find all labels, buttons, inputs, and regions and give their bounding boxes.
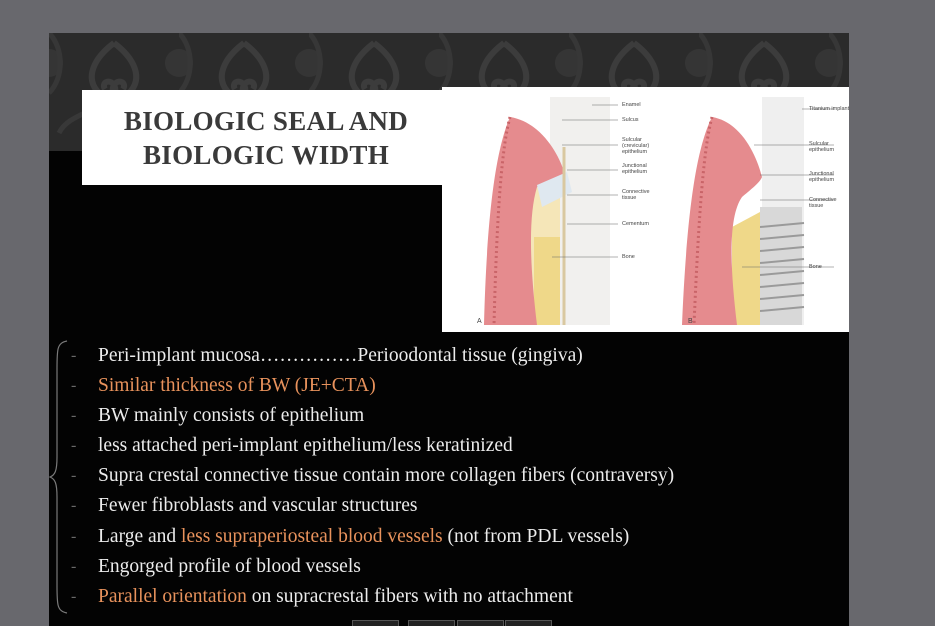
bullet-item — [71, 552, 841, 582]
bullet-item — [71, 401, 841, 431]
bullet-list — [71, 341, 841, 612]
bullet-text: Engorged profile of blood vessels — [98, 555, 361, 577]
highlighted-text: less supraperiosteal blood vessels — [181, 525, 443, 547]
bullet-text: on supracrestal fibers with no attachment — [246, 585, 573, 607]
nav-button-3[interactable] — [457, 620, 504, 626]
nav-button-2[interactable] — [408, 620, 455, 626]
label-b-sulcular-epithelium: Sulcular epithelium — [809, 141, 835, 153]
bullet-text: Fewer fibroblasts and vascular structures — [98, 495, 418, 517]
bullet-item — [71, 341, 841, 371]
bullet-dash: - — [71, 557, 77, 575]
bullet-text: Large and — [98, 525, 182, 547]
bullet-item — [71, 371, 841, 401]
bullet-dash: - — [71, 347, 77, 364]
label-bone: Bone — [622, 254, 635, 260]
nav-button-4[interactable] — [505, 620, 552, 626]
bullet-text: less attached peri-implant epithelium/less keratinized — [98, 435, 513, 457]
bullet-dash: - — [71, 527, 77, 545]
label-b-junctional-epithelium: Junctional epithelium — [809, 171, 835, 183]
bullet-text: (not from PDL vessels) — [442, 525, 630, 547]
bullet-item — [71, 491, 841, 521]
bullet-item — [71, 522, 841, 552]
label-sulcular-epithelium: Sulcular (crevicular) epithelium — [622, 137, 650, 155]
bullet-dash: - — [71, 497, 77, 515]
left-brace — [49, 339, 69, 615]
tooth-implant-illustration — [442, 87, 849, 332]
slide-title — [124, 104, 408, 172]
panel-b-label: B — [688, 318, 693, 325]
panel-a-label: A — [477, 318, 482, 325]
bullet-dash: - — [71, 587, 77, 605]
title-box — [82, 90, 450, 185]
label-junctional-epithelium: Junctional epithelium — [622, 163, 648, 175]
bullet-item — [71, 461, 841, 491]
bullet-dash: - — [71, 407, 77, 425]
label-b-connective-tissue: Connective tissue — [809, 197, 837, 209]
label-connective-tissue: Connective tissue — [622, 189, 650, 201]
label-b-bone: Bone — [809, 264, 822, 270]
bullet-text: BW mainly consists of epithelium — [98, 405, 365, 427]
biologic-width-figure — [442, 87, 849, 332]
bullet-item — [71, 431, 841, 461]
label-titanium-implant: Titanium implant — [809, 106, 849, 112]
bullet-dash: - — [71, 437, 77, 455]
label-enamel: Enamel — [622, 102, 641, 108]
label-cementum: Cementum — [622, 221, 649, 227]
bullet-dash: - — [71, 377, 77, 395]
highlighted-text: Similar thickness of BW (JE+CTA) — [98, 375, 376, 397]
slide — [49, 33, 849, 626]
bullet-text: Peri-implant mucosa……………Perioodontal tissue (gingiva) — [98, 345, 583, 366]
bullet-dash: - — [71, 467, 77, 485]
bullet-text: Supra crestal connective tissue contain more collagen fibers (contraversy) — [98, 465, 675, 487]
bullet-item — [71, 582, 841, 612]
title-line-1: BIOLOGIC SEAL AND — [123, 105, 409, 136]
label-sulcus: Sulcus — [622, 117, 639, 123]
highlighted-text: Parallel orientation — [98, 585, 247, 607]
nav-button-1[interactable] — [352, 620, 399, 626]
title-line-2: BIOLOGIC WIDTH — [142, 139, 389, 170]
